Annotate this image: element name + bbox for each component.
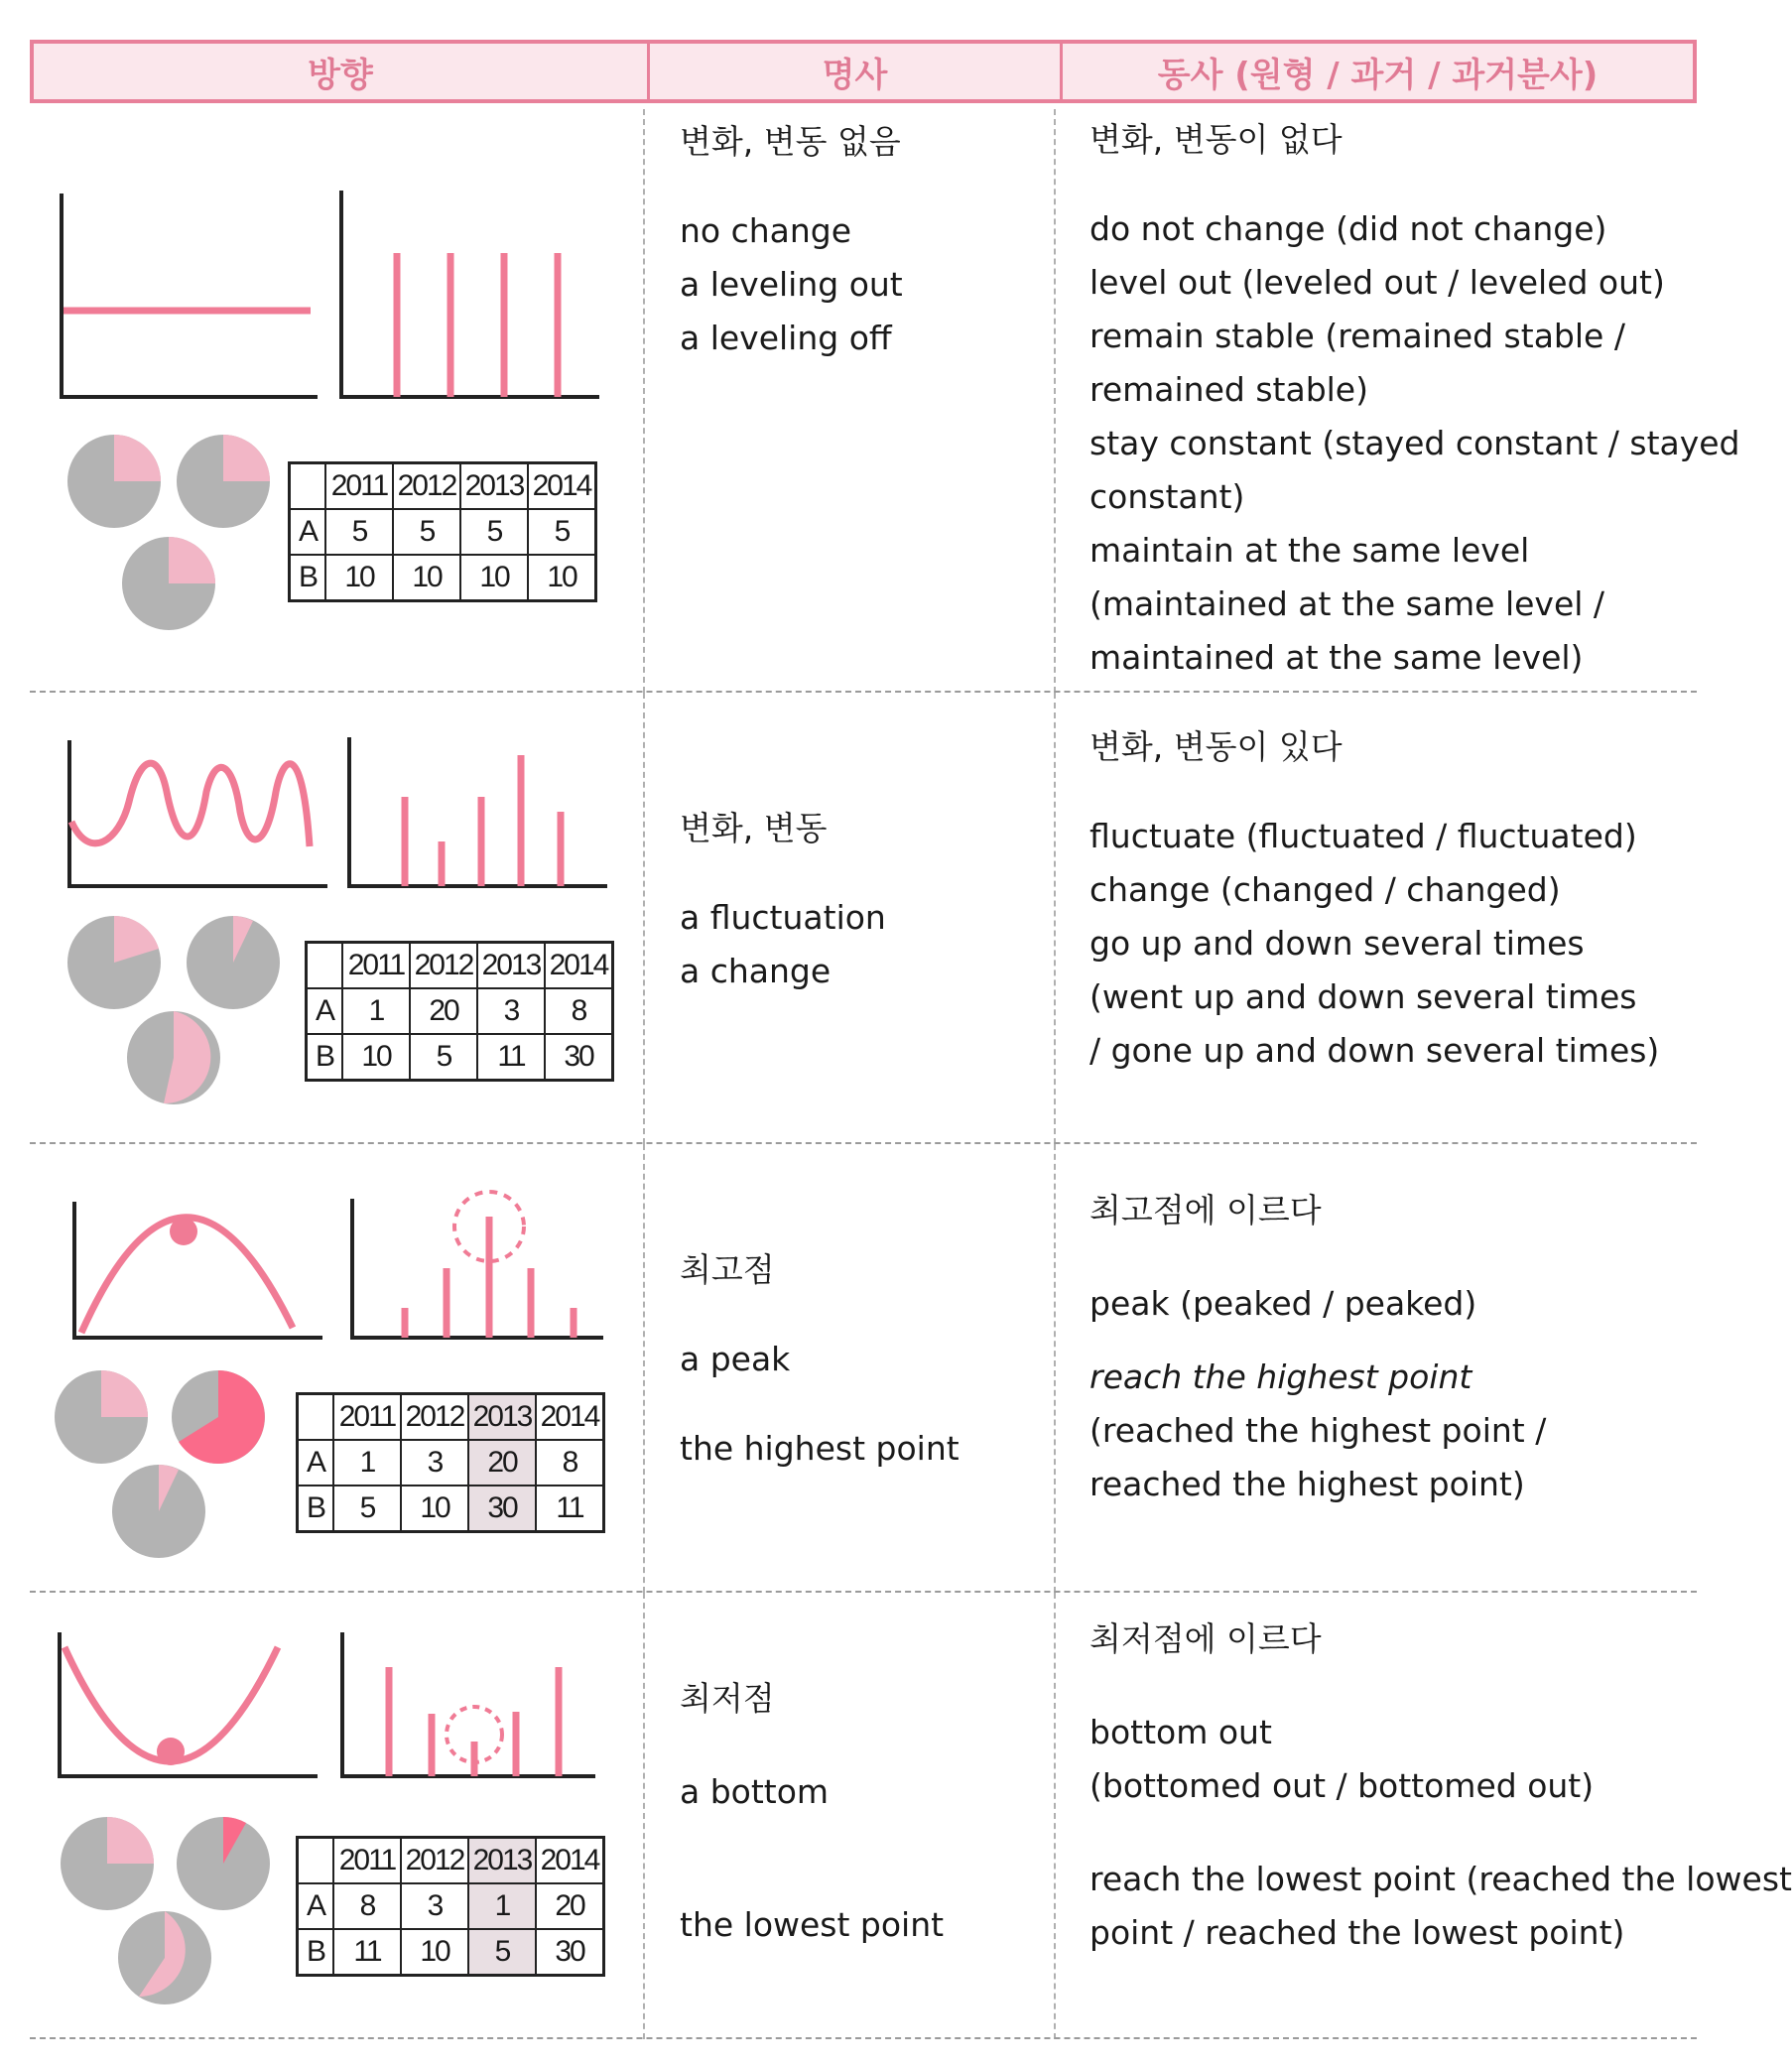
verb-line: change (changed / changed) — [1089, 870, 1561, 909]
year-cell: 2012 — [410, 943, 477, 989]
noun-term: no change — [680, 211, 852, 250]
verb-column — [1089, 1184, 1725, 1511]
value-cell-highlighted: 1 — [468, 1883, 536, 1929]
row-label: A — [307, 988, 343, 1034]
year-cell-highlighted: 2013 — [468, 1394, 536, 1441]
verb-line: maintain at the same level — [1089, 531, 1530, 570]
row-label: B — [290, 555, 326, 601]
value-cell: 5 — [460, 509, 528, 555]
value-cell: 20 — [410, 988, 477, 1034]
row-no-change — [30, 109, 1740, 693]
verb-title: 최고점에 이르다 — [1089, 1191, 1322, 1229]
line-graph-peak — [74, 1202, 322, 1338]
noun-term: a bottom — [680, 1772, 830, 1811]
row-label: B — [298, 1486, 334, 1532]
noun-title: 최고점 — [680, 1250, 775, 1289]
verb-line: maintained at the same level) — [1089, 638, 1584, 677]
value-cell: 5 — [333, 1486, 401, 1532]
value-cell: 1 — [342, 988, 410, 1034]
row-label: A — [290, 509, 326, 555]
direction-visuals — [30, 109, 643, 693]
value-cell: 30 — [545, 1034, 613, 1081]
line-graph-flat — [62, 194, 318, 397]
verb-line: / gone up and down several times) — [1089, 1031, 1660, 1070]
verb-line: point / reached the lowest point) — [1089, 1913, 1625, 1952]
value-cell-highlighted: 20 — [468, 1440, 536, 1486]
year-cell: 2014 — [536, 1838, 604, 1884]
year-cell: 2012 — [401, 1838, 468, 1884]
year-cell: 2011 — [325, 463, 393, 510]
value-cell: 10 — [528, 555, 596, 601]
year-cell: 2011 — [333, 1838, 401, 1884]
year-cell: 2013 — [460, 463, 528, 510]
direction-graphics — [30, 109, 643, 693]
verb-column — [1089, 720, 1725, 1078]
verb-line: constant) — [1089, 477, 1245, 516]
pie-charts — [61, 1817, 270, 2004]
value-cell: 10 — [401, 1486, 468, 1532]
noun-term: the lowest point — [680, 1905, 945, 1944]
value-cell: 20 — [536, 1883, 604, 1929]
table-header — [30, 40, 1697, 103]
row-bottom — [30, 1593, 1792, 2039]
year-cell: 2014 — [536, 1394, 604, 1441]
verb-line: peak (peaked / peaked) — [1089, 1284, 1477, 1323]
header-verb: 동사 (원형 / 과거 / 과거분사) — [1060, 44, 1693, 99]
verb-line: reach the highest point — [1089, 1357, 1472, 1396]
noun-term: a leveling off — [680, 319, 892, 357]
row-label: B — [307, 1034, 343, 1081]
data-table — [288, 461, 597, 602]
value-cell: 11 — [477, 1034, 545, 1081]
noun-title: 변화, 변동 — [680, 809, 828, 847]
bar-graph-varied — [349, 737, 607, 886]
column-divider — [643, 1144, 645, 1593]
value-cell: 30 — [536, 1929, 604, 1976]
noun-column — [680, 802, 1057, 998]
value-cell: 3 — [401, 1883, 468, 1929]
noun-term: a peak — [680, 1340, 791, 1378]
row-fluctuation — [30, 693, 1697, 1144]
bar-graph-peak — [352, 1192, 603, 1338]
verb-column — [1089, 113, 1740, 685]
value-cell: 8 — [545, 988, 613, 1034]
value-cell: 1 — [333, 1440, 401, 1486]
bar-graph-flat — [341, 191, 599, 397]
header-noun: 명사 — [647, 44, 1060, 99]
noun-term: a leveling out — [680, 265, 903, 304]
verb-line: remained stable) — [1089, 370, 1368, 409]
year-cell: 2012 — [393, 463, 460, 510]
noun-term: a fluctuation — [680, 898, 886, 937]
verb-line: reached the highest point) — [1089, 1465, 1525, 1503]
verb-line: go up and down several times — [1089, 924, 1585, 963]
row-divider — [30, 2037, 1697, 2039]
year-cell: 2012 — [401, 1394, 468, 1441]
year-cell: 2011 — [333, 1394, 401, 1441]
direction-visuals — [30, 1144, 643, 1593]
verb-line: level out (leveled out / leveled out) — [1089, 263, 1665, 302]
value-cell: 5 — [325, 509, 393, 555]
verb-column — [1089, 1613, 1792, 1960]
noun-column — [680, 115, 1057, 365]
year-cell: 2013 — [477, 943, 545, 989]
verb-line: do not change (did not change) — [1089, 209, 1607, 248]
value-cell: 8 — [333, 1883, 401, 1929]
verb-line: remain stable (remained stable / — [1089, 317, 1625, 355]
data-table — [296, 1392, 605, 1533]
header-direction: 방향 — [308, 55, 373, 95]
line-graph-wave — [69, 740, 327, 886]
year-cell: 2014 — [545, 943, 613, 989]
direction-visuals — [30, 1593, 643, 2039]
value-cell-highlighted: 30 — [468, 1486, 536, 1532]
verb-line: stay constant (stayed constant / stayed — [1089, 424, 1740, 462]
noun-term: a change — [680, 952, 832, 990]
row-peak — [30, 1144, 1697, 1593]
pie-charts — [55, 1370, 265, 1558]
year-cell: 2014 — [528, 463, 596, 510]
direction-visuals — [30, 693, 643, 1144]
column-divider — [643, 1593, 645, 2039]
value-cell: 11 — [333, 1929, 401, 1976]
pie-charts — [67, 435, 270, 630]
value-cell: 10 — [393, 555, 460, 601]
noun-column — [680, 1672, 1057, 1952]
value-cell: 5 — [410, 1034, 477, 1081]
pie-charts — [67, 916, 280, 1104]
noun-title: 변화, 변동 없음 — [680, 122, 901, 161]
row-label: B — [298, 1929, 334, 1976]
year-cell-highlighted: 2013 — [468, 1838, 536, 1884]
verb-line: (went up and down several times — [1089, 977, 1637, 1016]
row-label: A — [298, 1883, 334, 1929]
value-cell: 10 — [401, 1929, 468, 1976]
noun-title: 최저점 — [680, 1679, 775, 1718]
value-cell: 5 — [393, 509, 460, 555]
noun-column — [680, 1243, 1057, 1476]
verb-line: fluctuate (fluctuated / fluctuated) — [1089, 817, 1637, 855]
year-cell: 2011 — [342, 943, 410, 989]
value-cell: 10 — [325, 555, 393, 601]
data-table — [305, 941, 614, 1082]
column-divider — [643, 109, 645, 693]
column-divider — [643, 693, 645, 1144]
verb-line: (reached the highest point / — [1089, 1411, 1547, 1450]
value-cell: 8 — [536, 1440, 604, 1486]
value-cell-highlighted: 5 — [468, 1929, 536, 1976]
verb-line: reach the lowest point (reached the lowest — [1089, 1860, 1792, 1898]
data-table — [296, 1836, 605, 1977]
verb-title: 변화, 변동이 있다 — [1089, 727, 1343, 766]
noun-term: the highest point — [680, 1429, 960, 1468]
row-label: A — [298, 1440, 334, 1486]
value-cell: 11 — [536, 1486, 604, 1532]
verb-line: (bottomed out / bottomed out) — [1089, 1766, 1595, 1805]
value-cell: 10 — [460, 555, 528, 601]
value-cell: 3 — [477, 988, 545, 1034]
verb-line: (maintained at the same level / — [1089, 584, 1605, 623]
bar-graph-bottom — [342, 1632, 595, 1776]
verb-title: 최저점에 이르다 — [1089, 1619, 1322, 1658]
value-cell: 5 — [528, 509, 596, 555]
verb-line: bottom out — [1089, 1713, 1272, 1751]
verb-title: 변화, 변동이 없다 — [1089, 120, 1343, 159]
line-graph-bottom — [60, 1632, 318, 1776]
value-cell: 3 — [401, 1440, 468, 1486]
value-cell: 10 — [342, 1034, 410, 1081]
